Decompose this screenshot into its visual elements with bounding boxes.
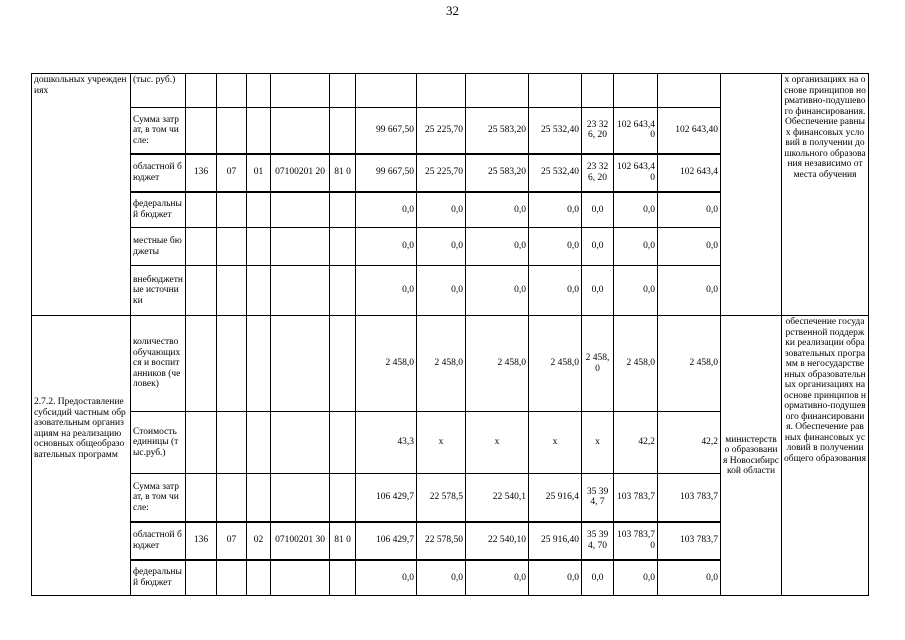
- csr-cell: [271, 560, 330, 596]
- rz-cell: [217, 560, 247, 596]
- vr-cell: [330, 108, 356, 154]
- value-cell: 0,0: [529, 560, 582, 596]
- indicator-cell: федеральный бюджет: [131, 560, 186, 596]
- value-cell: [356, 74, 417, 108]
- value-cell: 42,2: [658, 412, 721, 474]
- grbs-cell: [186, 560, 217, 596]
- value-cell: [529, 74, 582, 108]
- value-cell: 0,0: [529, 192, 582, 228]
- pr-cell: 01: [247, 154, 271, 192]
- indicator-cell: внебюджетные источники: [131, 266, 186, 316]
- csr-cell: [271, 108, 330, 154]
- value-cell: 22 540,10: [466, 522, 529, 560]
- value-cell: 22 578,50: [417, 522, 466, 560]
- value-cell: [466, 74, 529, 108]
- vr-cell: [330, 316, 356, 412]
- pr-cell: [247, 74, 271, 108]
- value-cell: 103 783,7: [658, 522, 721, 560]
- value-cell: 2 458,0: [529, 316, 582, 412]
- value-cell: 25 225,70: [417, 108, 466, 154]
- indicator-cell: местные бюджеты: [131, 228, 186, 266]
- value-cell: 35 394, 70: [582, 522, 614, 560]
- indicator-cell: федеральный бюджет: [131, 192, 186, 228]
- grbs-cell: 136: [186, 522, 217, 560]
- measure-name-text: 2.7.2. Предоставление субсидий частным образовательным организациям на реализацию основных общеобразовательных программ: [34, 397, 126, 460]
- value-cell: 2 458,0: [356, 316, 417, 412]
- table-body: [32, 74, 869, 596]
- result-cell: обеспечение государственной поддержки реализации образовательных программ в негосударственных образовательных организациях на основе принципов нормативно-подушевого финансирования. Обеспечение равных финансовых условий в получении общего образования: [782, 316, 869, 596]
- value-cell: 0,0: [582, 266, 614, 316]
- value-cell: 22 540,1: [466, 474, 529, 522]
- value-cell: 106 429,7: [356, 474, 417, 522]
- value-cell: 2 458,0: [466, 316, 529, 412]
- value-cell: 43,3: [356, 412, 417, 474]
- csr-cell: [271, 228, 330, 266]
- indicator-cell: количество обучающихся и воспитанников (человек): [131, 316, 186, 412]
- value-cell: 0,0: [466, 266, 529, 316]
- value-cell: 0,0: [417, 560, 466, 596]
- csr-cell: [271, 316, 330, 412]
- value-cell: 22 578,5: [417, 474, 466, 522]
- csr-cell: [271, 74, 330, 108]
- pr-cell: 02: [247, 522, 271, 560]
- vr-cell: [330, 266, 356, 316]
- grbs-cell: [186, 266, 217, 316]
- rz-cell: [217, 474, 247, 522]
- value-cell: 103 783,7: [658, 474, 721, 522]
- value-cell: 0,0: [417, 192, 466, 228]
- grbs-cell: [186, 474, 217, 522]
- indicator-cell: Сумма затрат, в том числе:: [131, 474, 186, 522]
- value-cell: 106 429,7: [356, 522, 417, 560]
- value-cell: 25 532,40: [529, 108, 582, 154]
- value-cell: 0,0: [582, 192, 614, 228]
- table-row: [32, 316, 869, 412]
- value-cell: 0,0: [529, 266, 582, 316]
- grbs-cell: [186, 192, 217, 228]
- value-cell: 102 643,40: [658, 108, 721, 154]
- value-cell: 25 916,4: [529, 474, 582, 522]
- indicator-cell: областной бюджет: [131, 522, 186, 560]
- vr-cell: [330, 192, 356, 228]
- pr-cell: [247, 228, 271, 266]
- csr-cell: 07100201 30: [271, 522, 330, 560]
- value-cell: [614, 74, 658, 108]
- csr-cell: [271, 412, 330, 474]
- value-cell: 0,0: [417, 266, 466, 316]
- value-cell: 103 783,70: [614, 522, 658, 560]
- vr-cell: [330, 474, 356, 522]
- value-cell: 0,0: [658, 266, 721, 316]
- measure-name: дошкольных учреждениях: [32, 74, 131, 316]
- value-cell: x: [582, 412, 614, 474]
- value-cell: 0,0: [658, 560, 721, 596]
- value-cell: 23 326, 20: [582, 108, 614, 154]
- page-number: 32: [446, 3, 459, 18]
- value-cell: 0,0: [614, 560, 658, 596]
- csr-cell: [271, 474, 330, 522]
- rz-cell: [217, 192, 247, 228]
- csr-cell: [271, 266, 330, 316]
- value-cell: [658, 74, 721, 108]
- grbs-cell: [186, 108, 217, 154]
- value-cell: 0,0: [417, 228, 466, 266]
- value-cell: 0,0: [658, 228, 721, 266]
- rz-cell: 07: [217, 522, 247, 560]
- value-cell: 99 667,50: [356, 154, 417, 192]
- value-cell: 42,2: [614, 412, 658, 474]
- value-cell: 103 783,7: [614, 474, 658, 522]
- value-cell: 0,0: [614, 266, 658, 316]
- grbs-cell: 136: [186, 154, 217, 192]
- csr-cell: [271, 192, 330, 228]
- indicator-cell: Стоимость единицы (тыс.руб.): [131, 412, 186, 474]
- rz-cell: [217, 412, 247, 474]
- measure-name: [32, 316, 131, 596]
- value-cell: 2 458,0: [614, 316, 658, 412]
- value-cell: 25 532,40: [529, 154, 582, 192]
- value-cell: [582, 74, 614, 108]
- value-cell: x: [529, 412, 582, 474]
- value-cell: 0,0: [466, 560, 529, 596]
- value-cell: 25 916,40: [529, 522, 582, 560]
- rz-cell: 07: [217, 154, 247, 192]
- value-cell: 0,0: [356, 192, 417, 228]
- rz-cell: [217, 108, 247, 154]
- value-cell: 0,0: [356, 266, 417, 316]
- grbs-cell: [186, 412, 217, 474]
- vr-cell: [330, 412, 356, 474]
- value-cell: 0,0: [614, 192, 658, 228]
- value-cell: 0,0: [466, 228, 529, 266]
- value-cell: 25 583,20: [466, 154, 529, 192]
- grbs-cell: [186, 74, 217, 108]
- pr-cell: [247, 412, 271, 474]
- value-cell: x: [417, 412, 466, 474]
- value-cell: 2 458, 0: [582, 316, 614, 412]
- value-cell: 35 394, 7: [582, 474, 614, 522]
- value-cell: 0,0: [356, 560, 417, 596]
- executor-cell: [721, 74, 782, 316]
- pr-cell: [247, 108, 271, 154]
- vr-cell: 81 0: [330, 154, 356, 192]
- value-cell: 0,0: [356, 228, 417, 266]
- csr-cell: 07100201 20: [271, 154, 330, 192]
- rz-cell: [217, 74, 247, 108]
- value-cell: x: [466, 412, 529, 474]
- value-cell: 0,0: [614, 228, 658, 266]
- value-cell: 0,0: [658, 192, 721, 228]
- pr-cell: [247, 474, 271, 522]
- value-cell: 25 225,70: [417, 154, 466, 192]
- pr-cell: [247, 316, 271, 412]
- value-cell: [417, 74, 466, 108]
- vr-cell: [330, 228, 356, 266]
- table-row: [32, 74, 869, 108]
- value-cell: 2 458,0: [658, 316, 721, 412]
- budget-table: [31, 73, 869, 596]
- rz-cell: [217, 228, 247, 266]
- pr-cell: [247, 192, 271, 228]
- pr-cell: [247, 266, 271, 316]
- vr-cell: [330, 560, 356, 596]
- value-cell: 25 583,20: [466, 108, 529, 154]
- indicator-cell: Сумма затрат, в том числе:: [131, 108, 186, 154]
- indicator-cell: областной бюджет: [131, 154, 186, 192]
- value-cell: 99 667,50: [356, 108, 417, 154]
- value-cell: 102 643,4: [658, 154, 721, 192]
- value-cell: 2 458,0: [417, 316, 466, 412]
- rz-cell: [217, 266, 247, 316]
- pr-cell: [247, 560, 271, 596]
- value-cell: 102 643,40: [614, 154, 658, 192]
- indicator-cell: (тыс. руб.): [131, 74, 186, 108]
- value-cell: 102 643,40: [614, 108, 658, 154]
- value-cell: 0,0: [466, 192, 529, 228]
- value-cell: 0,0: [582, 228, 614, 266]
- value-cell: 0,0: [582, 560, 614, 596]
- vr-cell: 81 0: [330, 522, 356, 560]
- rz-cell: [217, 316, 247, 412]
- executor-cell: министерство образования Новосибирской области: [721, 316, 782, 596]
- result-cell: х организациях на основе принципов нормативно-подушевого финансирования. Обеспечение равных финансовых условий в получении дошкольного образования независимо от места обучения: [782, 74, 869, 316]
- value-cell: 0,0: [529, 228, 582, 266]
- grbs-cell: [186, 228, 217, 266]
- vr-cell: [330, 74, 356, 108]
- grbs-cell: [186, 316, 217, 412]
- value-cell: 23 326, 20: [582, 154, 614, 192]
